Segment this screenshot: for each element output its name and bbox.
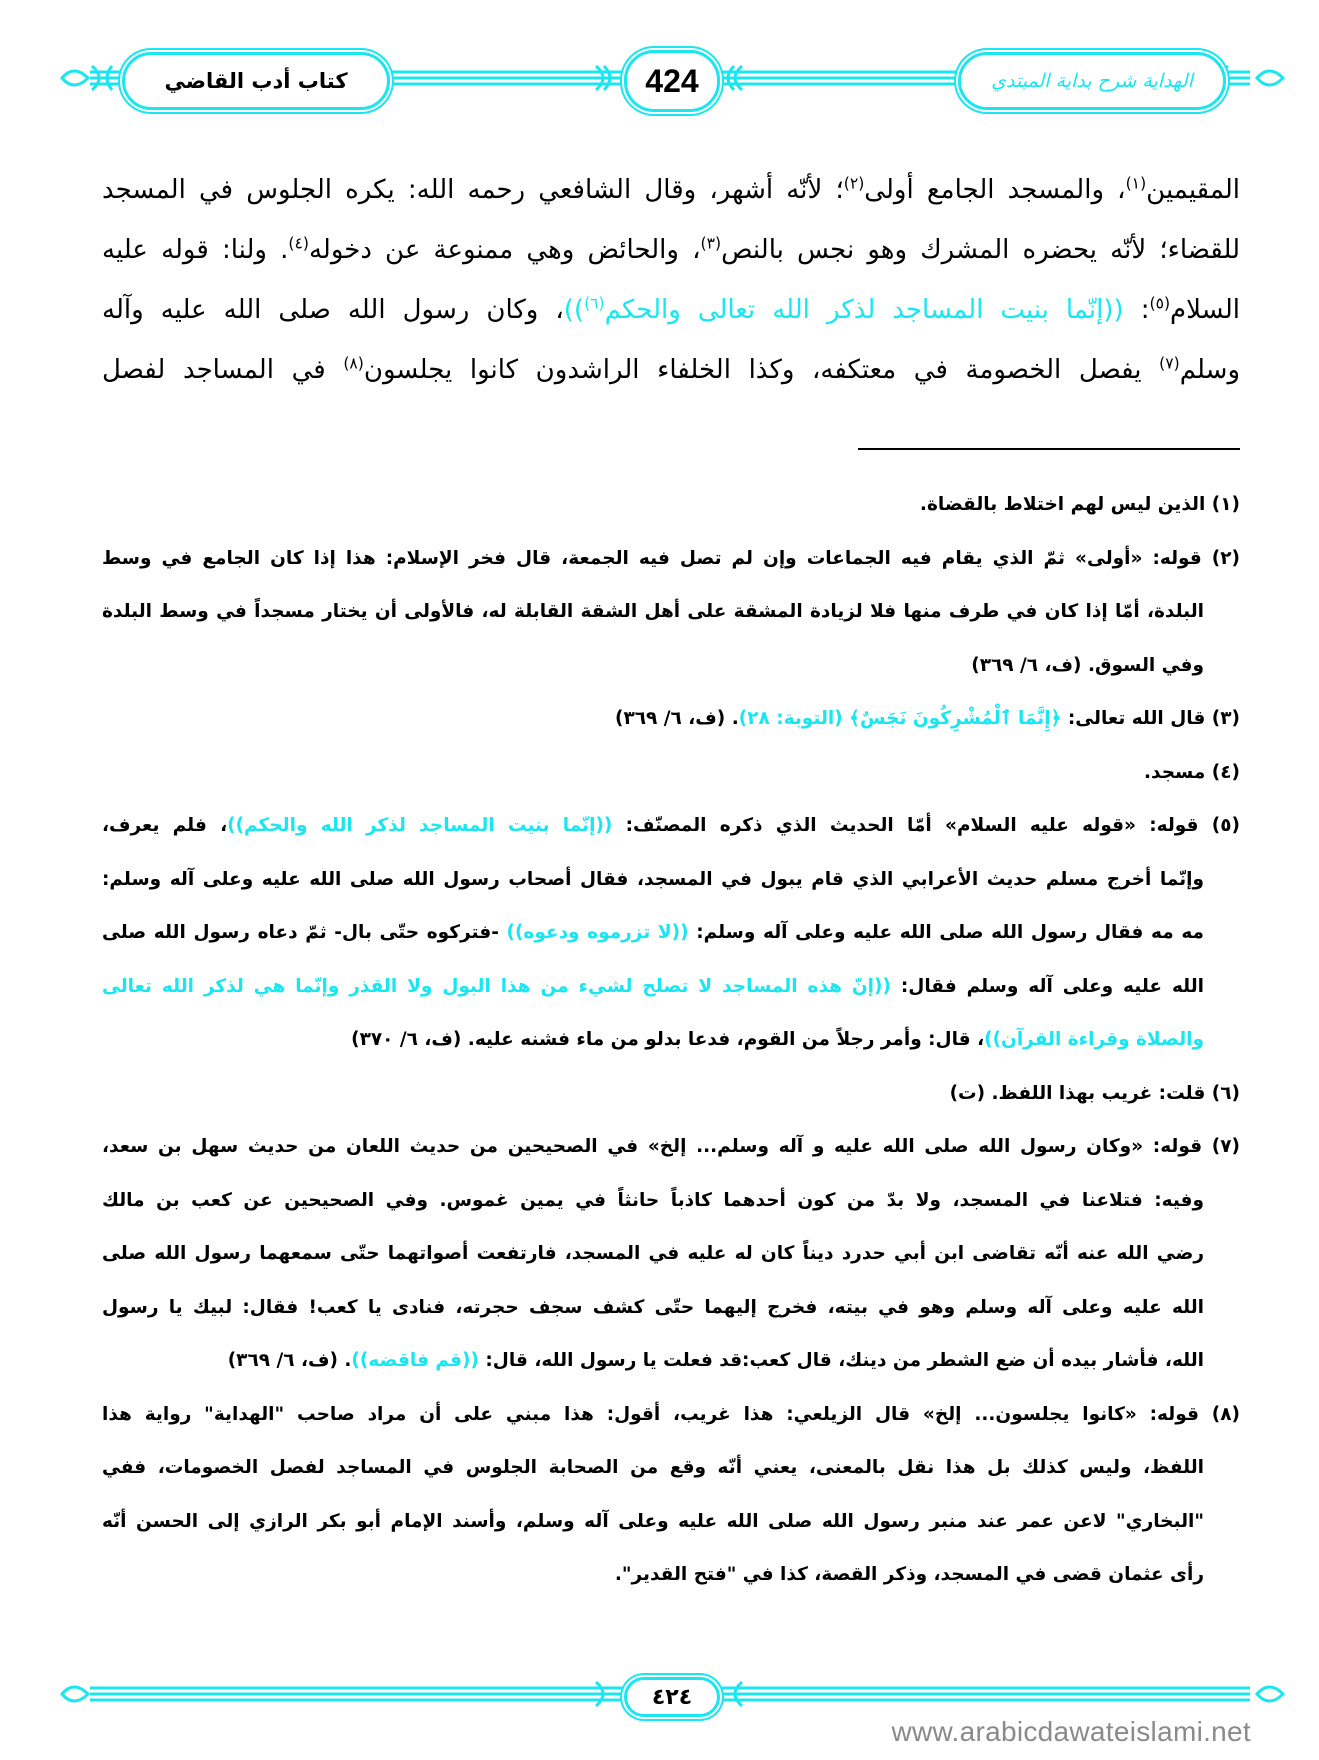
footnote-ref[interactable]: (٣): [700, 234, 722, 253]
text-segment: (٣) قال الله تعالى:: [1061, 708, 1240, 729]
text-line: [102, 1441, 1240, 1495]
quoted-text: ((إنّما بنيت المساجد لذكر الله تعالى والحكم: [604, 295, 1124, 325]
footnote: [102, 692, 1240, 746]
text-segment: مه مه فقال رسول الله صلى الله عليه وعلى آله وسلم:: [688, 922, 1204, 943]
watermark-url: www.arabicdawateislami.net: [891, 1716, 1251, 1747]
text-segment: اللفظ، وليس كذلك بل هذا نقل بالمعنى، يعني أنّه وقع من الصحابة الجلوس في المساجد لفصل الخصومات، ففي: [102, 1457, 1204, 1478]
chapter-title-frame: [122, 52, 390, 110]
footnote: [102, 746, 1240, 800]
text-line: [102, 692, 1240, 746]
text-segment: الله عليه وعلى آله وسلم فقال:: [890, 975, 1204, 997]
text-segment: وفيه: فتلاعنا في المسجد، ولا بدّ من كون أحدهما كاذباً حانثاً في يمين غموس. وفي الصحيحين عن كعب بن مالك: [102, 1189, 1204, 1211]
text-line: [102, 1334, 1240, 1388]
text-line: [102, 1388, 1240, 1442]
text-segment: ، وكان رسول الله صلى الله عليه وآله: [102, 295, 564, 325]
text-line: [102, 1120, 1240, 1174]
footnote-ref[interactable]: (٤): [288, 234, 309, 253]
text-segment: ، والحائض وهي ممنوعة عن دخوله: [308, 235, 701, 265]
text-line: [102, 639, 1240, 693]
text-segment: المقيمين: [1146, 175, 1240, 205]
footnote: [102, 1388, 1240, 1602]
text-line: [102, 746, 1240, 800]
text-segment: -فتركوه حتّى بال- ثمّ دعاه رسول الله صلى: [102, 922, 507, 943]
text-line: [102, 1174, 1240, 1228]
quoted-text: والصلاة وقراءة القرآن)): [984, 1029, 1204, 1050]
text-segment: في المساجد لفصل: [102, 355, 344, 385]
text-segment: وسلم: [1179, 355, 1241, 385]
text-segment: رضي الله عنه أنّه تقاضى ابن أبي حدرد ديناً كان له عليه في المسجد، فارتفعت أصواتهما حتّى سمعهما رسول الله صلى: [102, 1243, 1204, 1264]
text-line: [102, 1281, 1240, 1335]
text-line: [102, 799, 1240, 853]
page-number: 424: [645, 62, 699, 99]
text-segment: (٤) مسجد.: [1144, 761, 1240, 783]
text-line: [102, 220, 1240, 280]
text-line: [102, 532, 1240, 586]
text-line: [102, 1067, 1240, 1121]
text-segment: ، فلم يعرف،: [102, 815, 228, 836]
text-segment: يفصل الخصومة في معتكفه، وكذا الخلفاء الراشدون كانوا يجلسون: [363, 355, 1160, 385]
chapter-title: كتاب أدب القاضي: [164, 69, 348, 93]
footnote-ref[interactable]: (٥): [1149, 294, 1171, 313]
text-segment: (٢) قوله: «أولى» ثمّ الذي يقام فيه الجماعات وإن لم تصل فيه الجمعة، قال فخر الإسلام: هذا إذا كان الجامع في وسط: [102, 547, 1240, 569]
text-segment: ، قال: وأمر رجلاً من القوم، فدعا بدلو من ماء فشنه عليه. (ف، ٦/ ٣٧٠): [351, 1029, 985, 1050]
text-segment: (٦) قلت: غريب بهذا اللفظ. (ت): [949, 1082, 1240, 1104]
text-line: [102, 160, 1240, 220]
text-line: [102, 1495, 1240, 1549]
text-segment: . (ف، ٦/ ٣٦٩): [615, 708, 739, 729]
text-segment: . ولنا: قوله عليه: [102, 235, 289, 265]
text-segment: رأى عثمان قضى في المسجد، وذكر القصة، كذا في "فتح القدير".: [614, 1564, 1204, 1585]
text-line: [102, 340, 1240, 400]
text-line: [102, 585, 1240, 639]
text-line: [102, 478, 1240, 532]
footnote: [102, 1120, 1240, 1388]
quoted-text: ((لا تزرموه ودعوه)): [506, 922, 689, 943]
text-segment: . (ف، ٦/ ٣٦٩): [227, 1350, 352, 1371]
text-segment: "البخاري" لاعن عمر عند منبر رسول الله صلى الله عليه وعلى آله وسلم، وأسند الإمام أبو بكر الرازي إلى الحسن أنّه: [102, 1510, 1204, 1532]
text-segment: ؛ لأنّه أشهر، وقال الشافعي رحمه الله: يكره الجلوس في المسجد: [102, 175, 844, 205]
main-text: [102, 160, 1240, 400]
footer-page-number-frame: [624, 1677, 720, 1717]
quoted-text: ((إنّما بنيت المساجد لذكر الله والحكم)): [227, 815, 613, 836]
text-segment: الله، فأشار بيده أن ضع الشطر من دينك، قال كعب:قد فعلت يا رسول الله، قال:: [478, 1350, 1204, 1371]
text-line: [102, 906, 1240, 960]
footnote-ref[interactable]: (١): [1125, 174, 1147, 193]
text-line: [102, 1013, 1240, 1067]
text-segment: (٥) قوله: «قوله عليه السلام» أمّا الحديث الذي ذكره المصنّف:: [612, 815, 1240, 836]
text-segment: ، والمسجد الجامع أولى: [864, 175, 1126, 205]
text-line: [102, 1548, 1240, 1602]
footnote-ref[interactable]: (٨): [343, 354, 364, 373]
series-title-logo: الهداية شرح بداية المبتدي: [991, 70, 1193, 92]
quoted-text: ﴿إِنَّمَا ٱلْمُشْرِكُونَ نَجَسٌ﴾ (التوبة: ٢٨): [738, 708, 1062, 729]
footnote-ref[interactable]: (٢): [843, 174, 865, 193]
text-line: [102, 280, 1240, 340]
text-segment: البلدة، أمّا إذا كان في طرف منها فلا لزيادة المشقة على أهل الشقة القابلة له، فالأولى أن يختار مسجداً في وسط البلدة: [102, 601, 1204, 622]
quoted-text: )): [563, 295, 585, 325]
footnotes: [102, 478, 1240, 1602]
footnote-ref[interactable]: (٧): [1159, 354, 1180, 373]
text-segment: الله عليه وعلى آله وسلم وهو في بيته، فخرج إليهما حتّى كشف سجف حجرته، فنادى يا كعب! فقال: لبيك يا رسول: [102, 1296, 1204, 1318]
footnote-ref[interactable]: (٦): [584, 294, 605, 313]
page-header: [0, 0, 1319, 130]
text-segment: وفي السوق. (ف، ٦/ ٣٦٩): [971, 654, 1204, 676]
footnote: [102, 532, 1240, 693]
footnote: [102, 799, 1240, 1067]
footnote: [102, 1067, 1240, 1121]
footnote-separator: [858, 448, 1240, 450]
text-line: [102, 1227, 1240, 1281]
text-line: [102, 853, 1240, 907]
quoted-text: ((إنّ هذه المساجد لا تصلح لشيء من هذا البول ولا القذر وإنّما هي لذكر الله تعالى: [102, 975, 891, 997]
text-line: [102, 960, 1240, 1014]
footnote: [102, 478, 1240, 532]
text-segment: (٨) قوله: «كانوا يجلسون... إلخ» قال الزيلعي: هذا غريب، أقول: هذا مبني على أن مراد صاحب "الهداية" رواية هذا: [102, 1403, 1240, 1425]
series-title-frame: [958, 52, 1226, 110]
text-segment: (٧) قوله: «وكان رسول الله صلى الله عليه و آله وسلم... إلخ» في الصحيحين من حديث اللعان من حديث سهل بن سعد،: [102, 1136, 1240, 1157]
page-footer: [0, 1660, 1319, 1720]
text-segment: (١) الذين ليس لهم اختلاط بالقضاة.: [919, 494, 1240, 515]
text-segment: السلام: [1170, 295, 1240, 325]
text-segment: :: [1123, 295, 1150, 325]
text-segment: للقضاء؛ لأنّه يحضره المشرك وهو نجس بالنص: [721, 235, 1240, 265]
text-segment: وإنّما أخرج مسلم حديث الأعرابي الذي قام يبول في المسجد، فقال أصحاب رسول الله صلى الله عليه وعلى آله وسلم:: [102, 868, 1204, 890]
footer-page-number: ٤٢٤: [651, 1684, 693, 1710]
quoted-text: ((قم فاقضه)): [351, 1350, 479, 1371]
page-number-frame: [624, 50, 720, 112]
